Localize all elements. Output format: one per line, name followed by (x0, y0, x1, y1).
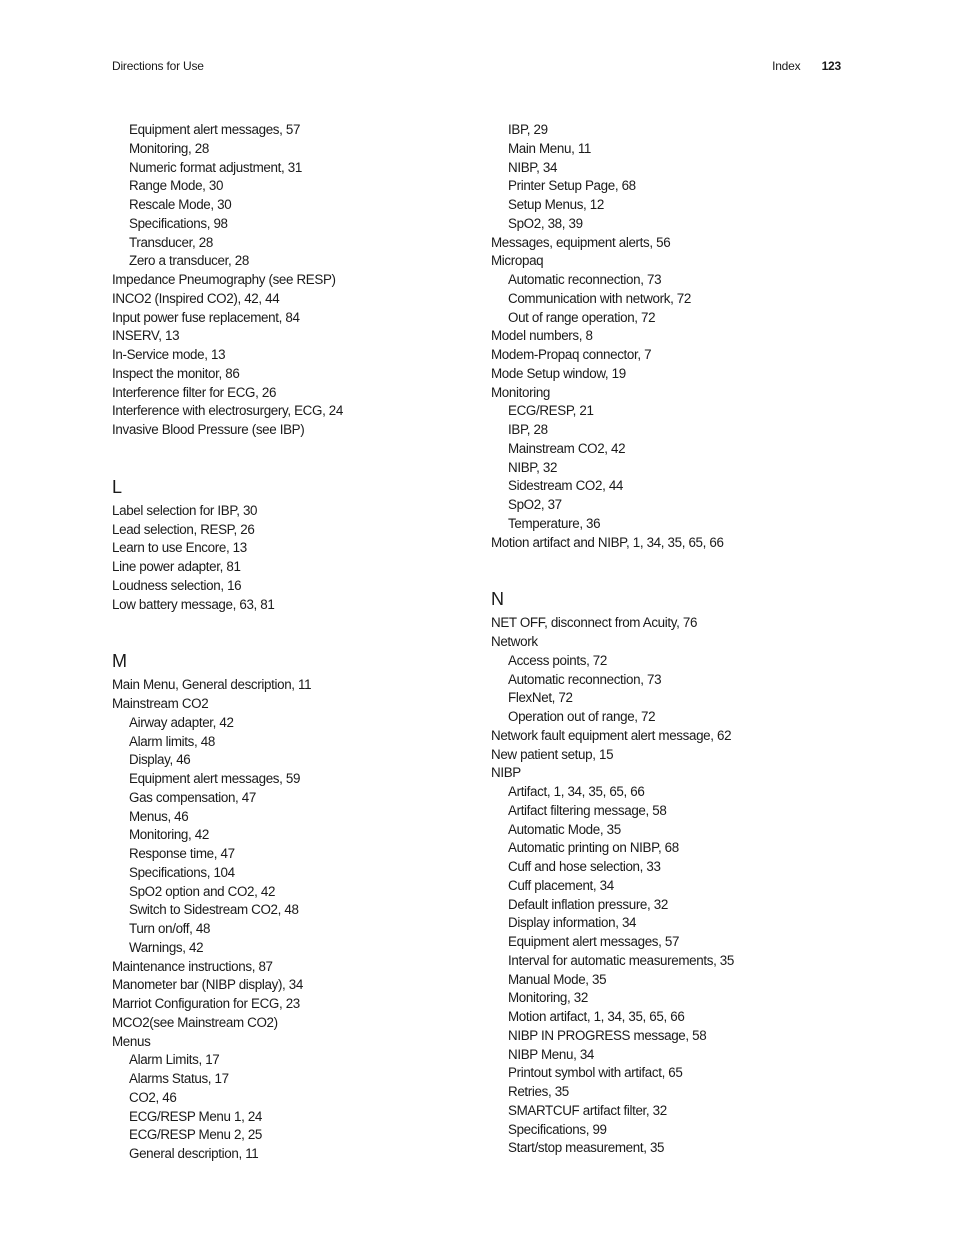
index-subentry: Specifications, 104 (129, 864, 235, 880)
index-subentry: FlexNet, 72 (508, 690, 573, 706)
index-subentry: Monitoring, 42 (129, 827, 209, 843)
index-letter-heading: M (112, 651, 127, 672)
index-subentry: IBP, 28 (508, 422, 548, 437)
index-subentry: Automatic reconnection, 73 (508, 272, 662, 287)
index-entry: Impedance Pneumography (see RESP) (112, 272, 336, 287)
index-subentry: SpO2, 38, 39 (508, 215, 583, 231)
section-name: Index (772, 59, 801, 73)
index-subentry: SpO2 option and CO2, 42 (129, 883, 276, 899)
index-entry: Loudness selection, 16 (112, 577, 242, 593)
index-subentry: ECG/RESP Menu 1, 24 (129, 1108, 263, 1124)
index-subentry: Display, 46 (129, 752, 191, 768)
index-subentry: Retries, 35 (508, 1084, 569, 1099)
index-entry: Menus (112, 1033, 151, 1049)
index-entry: Network fault equipment alert message, 62 (491, 727, 732, 743)
index-subentry: CO2, 46 (129, 1089, 177, 1105)
index-subentry: Display information, 34 (508, 915, 637, 931)
index-subentry: Setup Menus, 12 (508, 197, 604, 212)
index-subentry: NIBP, 34 (508, 159, 558, 175)
index-subentry: Alarm limits, 48 (129, 733, 215, 749)
index-entry: NET OFF, disconnect from Acuity, 76 (491, 615, 698, 631)
index-subentry: Artifact, 1, 34, 35, 65, 66 (508, 784, 645, 799)
index-entry: Inspect the monitor, 86 (112, 365, 240, 381)
index-letter-heading: L (112, 476, 123, 497)
index-subentry: Equipment alert messages, 57 (129, 122, 301, 137)
index-subentry: Temperature, 36 (508, 515, 601, 531)
index-subentry: Rescale Mode, 30 (129, 197, 232, 212)
index-entry: Interference with electrosurgery, ECG, 24 (112, 403, 344, 419)
index-column-left (112, 121, 452, 1164)
index-subentry: Alarms Status, 17 (129, 1071, 229, 1086)
index-subentry: Menus, 46 (129, 808, 189, 824)
index-subentry: Default inflation pressure, 32 (508, 896, 668, 912)
index-subentry: Equipment alert messages, 59 (129, 771, 301, 786)
index-letter-heading: N (491, 589, 504, 610)
index-subentry: SpO2, 37 (508, 497, 562, 512)
index-subentry: Specifications, 98 (129, 215, 228, 231)
index-entry: INCO2 (Inspired CO2), 42, 44 (112, 290, 280, 306)
index-subentry: Zero a transducer, 28 (129, 253, 249, 269)
index-subentry: Numeric format adjustment, 31 (129, 159, 302, 175)
index-subentry: Warnings, 42 (129, 939, 204, 955)
index-entry: MCO2(see Mainstream CO2) (112, 1014, 278, 1030)
index-subentry: Turn on/off, 48 (129, 921, 211, 936)
index-entry: Model numbers, 8 (491, 328, 593, 344)
index-entry: Main Menu, General description, 11 (112, 677, 312, 693)
index-column-right (491, 121, 831, 1158)
index-subentry: Sidestream CO2, 44 (508, 478, 624, 494)
index-subentry: Specifications, 99 (508, 1121, 607, 1137)
index-entry: Mode Setup window, 19 (491, 365, 626, 381)
index-subentry: NIBP IN PROGRESS message, 58 (508, 1027, 707, 1043)
index-subentry: Interval for automatic measurements, 35 (508, 952, 735, 968)
index-subentry: Airway adapter, 42 (129, 714, 234, 730)
index-subentry: Automatic reconnection, 73 (508, 671, 662, 687)
header-right (772, 59, 841, 73)
index-entry: Maintenance instructions, 87 (112, 958, 273, 974)
index-entry: Learn to use Encore, 13 (112, 540, 247, 556)
index-subentry: Printout symbol with artifact, 65 (508, 1065, 683, 1081)
index-entry: Line power adapter, 81 (112, 559, 241, 574)
index-subentry: ECG/RESP Menu 2, 25 (129, 1127, 263, 1143)
index-subentry: Equipment alert messages, 57 (508, 934, 680, 949)
index-subentry: Transducer, 28 (129, 234, 213, 250)
index-subentry: Monitoring, 32 (508, 990, 588, 1006)
index-subentry: Alarm Limits, 17 (129, 1052, 220, 1068)
index-subentry: General description, 11 (129, 1146, 259, 1161)
index-subentry: Main Menu, 11 (508, 140, 592, 156)
index-subentry: Artifact filtering message, 58 (508, 802, 667, 818)
index-entry: Network (491, 634, 538, 649)
index-entry: Modem-Propaq connector, 7 (491, 347, 652, 362)
index-subentry: Range Mode, 30 (129, 178, 224, 194)
index-subentry: ECG/RESP, 21 (508, 403, 594, 419)
index-subentry: Cuff and hose selection, 33 (508, 859, 661, 874)
index-subentry: Operation out of range, 72 (508, 709, 656, 724)
index-entry: Lead selection, RESP, 26 (112, 521, 255, 537)
index-subentry: Mainstream CO2, 42 (508, 440, 626, 456)
index-entry: Mainstream CO2 (112, 696, 209, 711)
index-subentry: Gas compensation, 47 (129, 789, 256, 805)
index-subentry: Monitoring, 28 (129, 140, 209, 156)
index-subentry: Manual Mode, 35 (508, 971, 607, 987)
index-entry: New patient setup, 15 (491, 746, 614, 762)
index-entry: NIBP (491, 765, 521, 781)
index-entry: Monitoring (491, 384, 551, 400)
index-entry: Messages, equipment alerts, 56 (491, 234, 671, 250)
index-entry: Motion artifact and NIBP, 1, 34, 35, 65, 66 (491, 534, 724, 550)
index-entry: Interference filter for ECG, 26 (112, 384, 277, 400)
index-subentry: Start/stop measurement, 35 (508, 1140, 665, 1156)
index-subentry: IBP, 29 (508, 122, 548, 137)
index-subentry: Printer Setup Page, 68 (508, 178, 636, 194)
index-subentry: Switch to Sidestream CO2, 48 (129, 902, 299, 918)
index-entry: INSERV, 13 (112, 328, 180, 344)
index-subentry: Motion artifact, 1, 34, 35, 65, 66 (508, 1009, 685, 1024)
index-subentry: Communication with network, 72 (508, 290, 692, 306)
index-entry: Manometer bar (NIBP display), 34 (112, 977, 303, 993)
index-entry: Input power fuse replacement, 84 (112, 309, 300, 325)
index-entry: Invasive Blood Pressure (see IBP) (112, 422, 305, 437)
page-number: 123 (821, 59, 841, 73)
index-entry: Marriot Configuration for ECG, 23 (112, 996, 300, 1011)
index-entry: Label selection for IBP, 30 (112, 502, 258, 518)
document-title: Directions for Use (112, 59, 204, 73)
index-subentry: Automatic Mode, 35 (508, 821, 621, 837)
index-subentry: SMARTCUF artifact filter, 32 (508, 1102, 667, 1118)
index-entry: In-Service mode, 13 (112, 347, 226, 362)
index-subentry: Cuff placement, 34 (508, 877, 614, 893)
index-entry: Micropaq (491, 253, 544, 269)
index-entry: Low battery message, 63, 81 (112, 596, 275, 612)
index-subentry: Response time, 47 (129, 846, 235, 861)
index-subentry: NIBP Menu, 34 (508, 1046, 595, 1062)
page-header (112, 59, 841, 77)
index-subentry: Access points, 72 (508, 652, 607, 668)
index-subentry: NIBP, 32 (508, 459, 558, 475)
index-subentry: Automatic printing on NIBP, 68 (508, 840, 679, 856)
index-subentry: Out of range operation, 72 (508, 309, 656, 325)
